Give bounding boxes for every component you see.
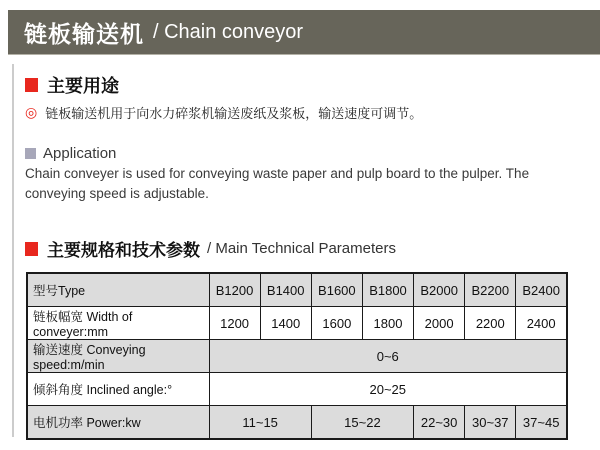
power-value: 15~22 — [311, 406, 413, 440]
width-value: 2400 — [516, 307, 567, 340]
page-title-zh: 链板输送机 — [24, 20, 144, 47]
power-value: 30~37 — [465, 406, 516, 440]
parameters-heading-zh: 主要规格和技术参数 — [47, 241, 200, 260]
application-line-1: Chain conveyer is used for conveying waste paper and pulp board to the pulper. The — [25, 166, 530, 181]
width-value: 1800 — [362, 307, 413, 340]
type-value: B1600 — [311, 273, 362, 307]
parameters-heading-en: / Main Technical Parameters — [207, 240, 396, 257]
red-square-icon — [25, 242, 38, 256]
parameters-table — [26, 272, 568, 440]
application-line-2: conveying speed is adjustable. — [25, 185, 209, 201]
table-row-speed — [27, 340, 567, 373]
type-value: B2400 — [516, 273, 567, 307]
table-row-power — [27, 406, 567, 440]
type-value: B1800 — [362, 273, 413, 307]
speed-label: 输送速度 Conveying speed:m/min — [27, 340, 209, 373]
type-value: B2200 — [465, 273, 516, 307]
table-row-type — [27, 273, 567, 307]
application-heading — [25, 145, 116, 162]
power-value: 11~15 — [209, 406, 311, 440]
usage-text: 链板输送机用于向水力碎浆机输送废纸及浆板，输送速度可调节。 — [45, 106, 423, 121]
width-value: 1600 — [311, 307, 362, 340]
angle-value: 20~25 — [209, 373, 567, 406]
speed-value: 0~6 — [209, 340, 567, 373]
power-value: 37~45 — [516, 406, 567, 440]
red-square-icon — [25, 78, 38, 92]
gray-square-icon — [25, 148, 36, 159]
type-value: B1200 — [209, 273, 260, 307]
table-row-angle — [27, 373, 567, 406]
page-title-en: / Chain conveyor — [153, 20, 304, 43]
application-heading-label: Application — [43, 145, 117, 162]
application-paragraph — [25, 164, 529, 203]
power-value: 22~30 — [414, 406, 465, 440]
usage-heading-label: 主要用途 — [47, 76, 119, 96]
usage-section-heading — [25, 72, 119, 98]
type-label: 型号Type — [27, 273, 209, 307]
left-rule — [12, 64, 14, 437]
type-value: B1400 — [260, 273, 311, 307]
header-bar — [8, 10, 600, 55]
parameters-section-heading — [25, 236, 396, 261]
width-value: 1200 — [209, 307, 260, 340]
table-row-width — [27, 307, 567, 340]
type-value: B2000 — [414, 273, 465, 307]
angle-label: 倾斜角度 Inclined angle:° — [27, 373, 209, 406]
width-label: 链板幅宽 Width of conveyer:mm — [27, 307, 209, 340]
width-value: 2200 — [465, 307, 516, 340]
width-value: 1400 — [260, 307, 311, 340]
power-label: 电机功率 Power:kw — [27, 406, 209, 440]
width-value: 2000 — [414, 307, 465, 340]
usage-line — [25, 103, 422, 122]
target-bullet-icon: ◎ — [25, 104, 38, 120]
